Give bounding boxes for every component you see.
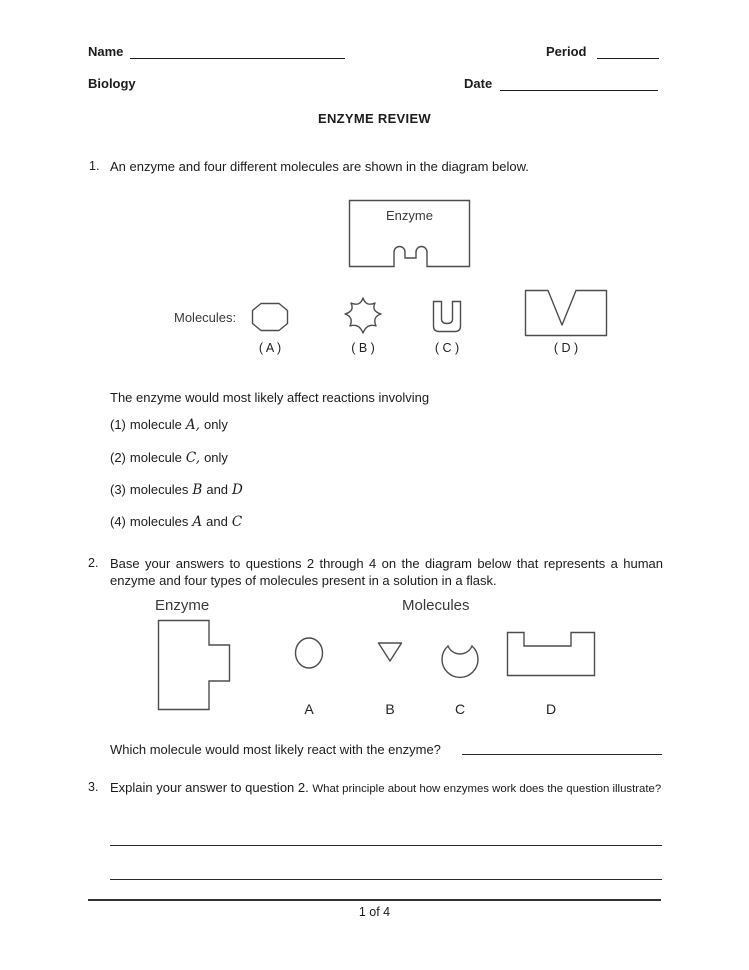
q1-choice-4: (4) molecules A and C — [110, 514, 243, 530]
q1-shape-label-d: ( D ) — [553, 341, 579, 355]
footer-divider — [88, 899, 661, 901]
q2-molecule-a-icon — [293, 636, 325, 670]
q1-molecule-b-icon — [344, 297, 382, 335]
q1-shape-label-c: ( C ) — [434, 341, 460, 355]
q1-choice-1: (1) molecule A, only — [110, 417, 228, 433]
q2-question: Which molecule would most likely react with the enzyme? — [110, 742, 441, 757]
q2-molecule-b-icon — [377, 641, 403, 663]
course-label: Biology — [88, 76, 136, 91]
q2-shape-label-d: D — [545, 701, 557, 717]
q1-molecule-c-icon — [432, 300, 462, 333]
page-title: ENZYME REVIEW — [318, 111, 431, 126]
q2-molecules-label: Molecules — [402, 597, 470, 614]
q2-answer-blank — [462, 740, 662, 755]
q1-choice-3: (3) molecules B and D — [110, 482, 243, 498]
date-blank-line — [500, 75, 658, 91]
q3-answer-blank-1 — [110, 831, 662, 846]
q1-molecule-d-icon — [524, 289, 608, 337]
period-blank-line — [597, 43, 659, 59]
q1-enzyme-label: Enzyme — [386, 208, 433, 223]
q2-shape-label-c: C — [454, 701, 466, 717]
q2-molecule-d-icon — [506, 631, 596, 677]
footer-page-indicator: 1 of 4 — [358, 905, 391, 919]
q2-shape-label-b: B — [385, 701, 395, 717]
q2-molecule-c-icon — [437, 633, 483, 681]
q1-prompt: An enzyme and four different molecules are shown in the diagram below. — [110, 159, 529, 174]
q3-prompt-sub: What principle about how enzymes work does the question illustrate? — [312, 783, 662, 795]
q1-shape-label-a: ( A ) — [258, 341, 282, 355]
q3-prompt — [110, 779, 663, 798]
q2-enzyme-label: Enzyme — [155, 597, 210, 614]
q3-prompt-main: Explain your answer to question 2. — [110, 780, 309, 795]
q2-enzyme-shape-icon — [157, 619, 231, 711]
name-blank-line — [130, 43, 345, 59]
q1-number: 1. — [89, 159, 100, 173]
q1-choice-2: (2) molecule C, only — [110, 450, 228, 466]
name-label: Name — [88, 44, 124, 59]
q1-shape-label-b: ( B ) — [351, 341, 375, 355]
q2-prompt: Base your answers to questions 2 through 4 on the diagram below that represents a human enzyme and four types of molecules present in a solution in a flask. — [110, 556, 663, 588]
q2-number: 2. — [88, 556, 99, 570]
date-label: Date — [464, 76, 493, 91]
q3-number: 3. — [88, 780, 99, 794]
period-label: Period — [546, 44, 587, 59]
q3-answer-blank-2 — [110, 865, 662, 880]
q1-molecule-a-icon — [251, 302, 289, 332]
q1-stem: The enzyme would most likely affect reactions involving — [110, 390, 430, 405]
q2-shape-label-a: A — [304, 701, 314, 717]
q1-molecules-label: Molecules: — [174, 310, 237, 325]
